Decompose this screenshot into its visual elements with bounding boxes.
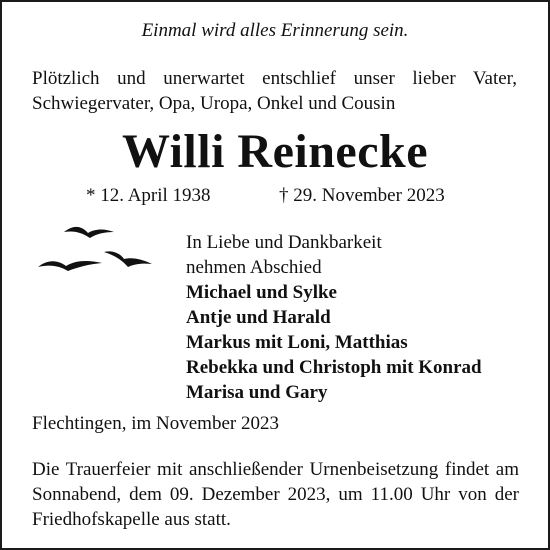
birth-date: * 12. April 1938 <box>86 185 211 206</box>
mourner-name: Rebekka und Christoph mit Konrad <box>186 357 482 378</box>
mourners-block <box>186 230 482 405</box>
family-intro-line: In Liebe und Dankbarkeit <box>186 232 382 253</box>
motto: Einmal wird alles Erinnerung sein. <box>141 20 409 41</box>
funeral-service-text: Die Trauerfeier mit anschließender Urnenbeisetzung findet am Sonnabend, dem 09. Dezember 2023, um 11.00 Uhr von der Friedhofskapelle aus statt. <box>32 459 519 530</box>
intro-text: Plötzlich und unerwartet entschlief unser lieber Vater, Schwiegervater, Opa, Uropa, Onkel und Cousin <box>32 68 517 114</box>
mourner-name: Marisa und Gary <box>186 382 328 403</box>
mourner-name: Markus mit Loni, Matthias <box>186 332 408 353</box>
place-and-date: Flechtingen, im November 2023 <box>32 413 279 434</box>
deceased-name: Willi Reinecke <box>121 125 429 178</box>
bird-icon <box>104 251 152 267</box>
flying-birds-icon <box>32 220 167 280</box>
family-intro-line: nehmen Abschied <box>186 257 322 278</box>
mourner-name: Michael und Sylke <box>186 282 337 303</box>
death-date: † 29. November 2023 <box>279 185 445 206</box>
mourner-name: Antje und Harald <box>186 307 331 328</box>
bird-icon <box>38 261 102 271</box>
bird-icon <box>64 227 114 238</box>
